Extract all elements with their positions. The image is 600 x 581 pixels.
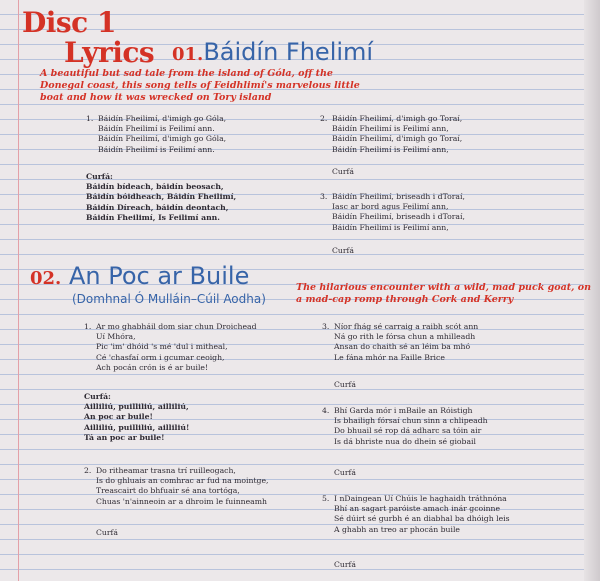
lyric-line: Báidín Fheilimí, d'imigh go Góla, <box>98 134 227 144</box>
song2-number: 02. <box>30 268 62 289</box>
lyric-line: Báidín Fheilimí, briseadh i dToraí, <box>332 192 465 201</box>
lyric-line: Tá an poc ar buile! <box>84 432 165 442</box>
verse-number: 4. <box>322 406 330 415</box>
lyric-line: Pic 'im' dhóid 's mé 'dul i mitheal, <box>96 342 228 352</box>
verse-number: 1. <box>86 114 94 123</box>
lyric-line: Bhí an sagart paróiste amach inár gcoinne <box>334 504 501 514</box>
lyric-line: Ná go rith le fórsa chun a mhilleadh <box>334 332 476 342</box>
song1-chorus <box>86 172 236 223</box>
lyric-line: Iasc ar bord agus Feilimí ann, <box>332 202 449 212</box>
song1-title <box>172 38 373 66</box>
lyric-line: Báidín Fheilimí, d'imigh go Toraí, <box>332 134 463 144</box>
song1-blurb: A beautiful but sad tale from the island of Góla, off the Donegal coast, this song tells of Feidhlimí's marvelous little boat and how it was wrecked on Tory island <box>40 68 360 103</box>
song2-verse-1 <box>84 322 257 373</box>
notebook-margin-line <box>18 0 19 581</box>
song2-chorus-ref-4: Curfá <box>334 560 356 569</box>
disc-heading-line2: Lyrics <box>64 36 155 69</box>
song2-chorus-ref-2: Curfá <box>334 380 356 389</box>
song1-chorus-ref-3: Curfá <box>332 246 354 255</box>
lyric-line: Níor fhág sé carraig a raibh scót ann <box>334 322 479 331</box>
lyric-line: Uí Mhóra, <box>96 332 136 342</box>
verse-number: 2. <box>84 466 92 475</box>
song1-name: Báidín Fhelimí <box>203 38 374 66</box>
lyric-line: Do bhuail sé rop dá adharc sa tóin air <box>334 426 482 436</box>
lyric-line: Is bhailigh fórsaí chun sinn a chlipeadh <box>334 416 488 426</box>
lyric-line: Is do ghluais an comhrac ar fud na mointge, <box>96 476 269 486</box>
lyric-line: Báidín Fheilimí, Is Feilimí ann. <box>86 212 220 222</box>
lyric-line: Báidín Fheilimí is Feilimí ann, <box>332 222 449 232</box>
lyric-line: Treascairt do bhfuair sé ana tortóga, <box>96 486 240 496</box>
song2-chorus-ref-1: Curfá <box>96 528 118 537</box>
song1-verse-3 <box>320 192 465 233</box>
song2-verse-2 <box>84 466 268 507</box>
lyric-line: A ghabh an treo ar phocán buile <box>334 524 460 534</box>
disc-heading-line1: Disc 1 <box>22 6 116 39</box>
lyric-line: Ailliliú, puilliliú, ailliliú! <box>84 422 190 432</box>
lyric-line: Báidín Fheilimí, briseadh i dToraí, <box>332 212 465 222</box>
song2-chorus-ref-3: Curfá <box>334 468 356 477</box>
lyric-line: Is dá bhriste nua do dhein sé giobail <box>334 436 476 446</box>
song2-name: An Poc ar Buile <box>68 262 250 290</box>
song2-title <box>30 262 249 290</box>
song2-credit: (Domhnal Ó Mulláin–Cúil Aodha) <box>72 292 266 306</box>
lyric-line: Do ritheamar trasna trí ruilleogach, <box>96 466 236 475</box>
verse-number: 2. <box>320 114 328 123</box>
lyric-line: Báidín Fheilimí is Feilimí ann. <box>98 144 215 154</box>
lyric-line: I nDaingean Uí Chúis le haghaidh tráthnóna <box>334 494 507 503</box>
song2-verse-4 <box>322 406 488 447</box>
song2-verse-5 <box>322 494 510 535</box>
lyric-line: Báidín Fheilimí, d'imigh go Góla, <box>98 114 227 123</box>
disc-lyrics-heading <box>22 8 154 68</box>
lyric-line: Báidín bóidheach, Báidín Fheilimí, <box>86 192 237 202</box>
song1-number: 01. <box>172 44 204 65</box>
lyric-line: An poc ar buile! <box>84 412 153 422</box>
lyric-line: Cé 'chasfaí orm i gcumar ceoigh, <box>96 352 225 362</box>
lyric-line: Le fána mhór na Faille Brice <box>334 352 445 362</box>
song2-blurb: The hilarious encounter with a wild, mad puck goat, on a mad-cap romp through Cork and Kerry <box>296 282 592 305</box>
song2-verse-3 <box>322 322 478 363</box>
verse-number: 5. <box>322 494 330 503</box>
lyric-line: Báidín bídeach, báidín beosach, <box>86 182 224 192</box>
chorus-label: Curfá: <box>84 392 111 401</box>
lyric-line: Ailliliú, puilliliú, ailliliú, <box>84 402 189 412</box>
lyric-line: Ar mo ghabháil dom siar chun Droichead <box>96 322 257 331</box>
song1-verse-1 <box>86 114 226 155</box>
song1-verse-2 <box>320 114 462 155</box>
verse-number: 1. <box>84 322 92 331</box>
lyric-line: Báidín Fheilimí is Feilimí ann, <box>332 144 449 154</box>
lyric-line: Báidín Fheilimí is Feilimí ann, <box>332 124 449 134</box>
lyric-line: Chuas 'n'ainneoin ar a dhroim le fuinneamh <box>96 496 267 506</box>
lyric-line: Báidín Fheilimí, d'imigh go Toraí, <box>332 114 463 123</box>
lyric-line: Báidín Fheilimí is Feilimí ann. <box>98 124 215 134</box>
chorus-label: Curfá: <box>86 172 113 181</box>
lyric-line: Sé dúirt sé gurbh é an diabhal ba dhóigh leis <box>334 514 510 524</box>
song2-chorus <box>84 392 189 443</box>
song1-chorus-ref-2: Curfá <box>332 167 354 176</box>
lyric-line: Bhí Garda mór i mBaile an Róistigh <box>334 406 473 415</box>
verse-number: 3. <box>322 322 330 331</box>
verse-number: 3. <box>320 192 328 201</box>
lyric-line: Ansan do chaith sé an léim ba mhó <box>334 342 471 352</box>
lyric-line: Báidín Díreach, báidín deontach, <box>86 202 229 212</box>
lyric-line: Ach pocán crón is é ar buile! <box>96 362 209 372</box>
